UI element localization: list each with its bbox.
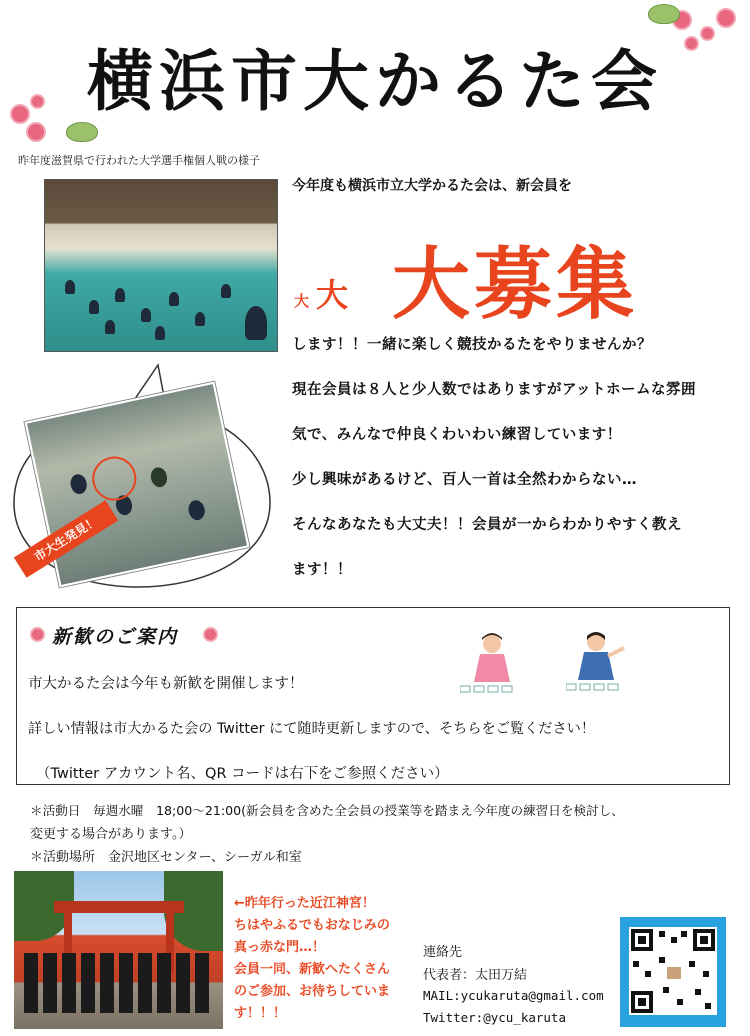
shrine-group-photo	[14, 871, 223, 1029]
intro-line: そんなあなたも大丈夫！！会員が一からわかりやすく教え	[292, 517, 682, 533]
contact-mail[interactable]: MAIL:ycukaruta@gmail.com	[423, 988, 604, 1003]
page-title: 横浜市大かるた会	[87, 42, 663, 120]
shrine-note-line: 真っ赤な門…！	[234, 940, 326, 955]
shrine-note-line: ちはやふるでもおなじみの	[234, 918, 390, 933]
activity-line: ＊活動日 毎週水曜 18;00～21:00(新会員を含めた全会員の授業等を踏まえ今年度の練習日を検討し、	[30, 803, 624, 818]
shrine-note-line: 会員一同、新歓へたくさん	[234, 962, 391, 977]
contact-twitter[interactable]: Twitter:@ycu_karuta	[423, 1010, 566, 1025]
activity-line: 変更する場合があります。）	[30, 827, 192, 842]
intro-line: 少し興味があるけど、百人一首は全然わからない…	[292, 472, 637, 488]
arrow-label: 市大生発見！	[14, 500, 118, 578]
boshu-headline: 大募集	[392, 240, 639, 330]
dai-small-text: 大	[294, 292, 310, 310]
shrine-note-line: す！！！	[234, 1006, 287, 1021]
dai-medium-text: 大	[316, 276, 349, 314]
shinkan-title: 新歓のご案内	[52, 626, 179, 648]
contact-representative: 代表者：太田万結	[423, 968, 528, 983]
shrine-note-line: のご参加、お待ちしていま	[234, 984, 391, 999]
intro-line: ます！！	[292, 562, 352, 578]
intro-line: します！！一緒に楽しく競技かるたをやりませんか？	[292, 337, 652, 353]
plum-flower-icon	[716, 8, 736, 28]
plum-flower-icon	[30, 627, 45, 642]
shinkan-line: 市大かるた会は今年も新歓を開催します！	[28, 676, 304, 692]
karuta-boy-illustration	[566, 628, 626, 692]
activity-line: ＊活動場所 金沢地区センター、シーガル和室	[30, 850, 302, 865]
contact-heading: 連絡先	[423, 945, 463, 960]
karuta-girl-illustration	[460, 630, 520, 694]
shrine-note-line: ←昨年行った近江神宮！	[234, 896, 375, 911]
intro-lead: 今年度も横浜市立大学かるた会は、新会員を	[292, 178, 572, 194]
photo-caption: 昨年度滋賀県で行われた大学選手権個人戦の様子	[18, 154, 260, 167]
qr-code[interactable]	[620, 917, 726, 1027]
bush-warbler-icon	[66, 122, 98, 142]
shinkan-line: （Twitter アカウント名、QR コードは右下をご参照ください）	[36, 766, 449, 782]
plum-flower-icon	[203, 627, 218, 642]
bush-warbler-icon	[648, 4, 680, 24]
plum-flower-icon	[26, 122, 46, 142]
intro-line: 気で、みんなで仲良くわいわい練習しています！	[292, 427, 622, 443]
tournament-photo	[44, 179, 278, 352]
shinkan-line: 詳しい情報は市大かるた会の Twitter にて随時更新しますので、そちらをご覧ください！	[28, 721, 596, 737]
intro-line: 現在会員は８人と少人数ではありますがアットホームな雰囲	[292, 382, 696, 398]
